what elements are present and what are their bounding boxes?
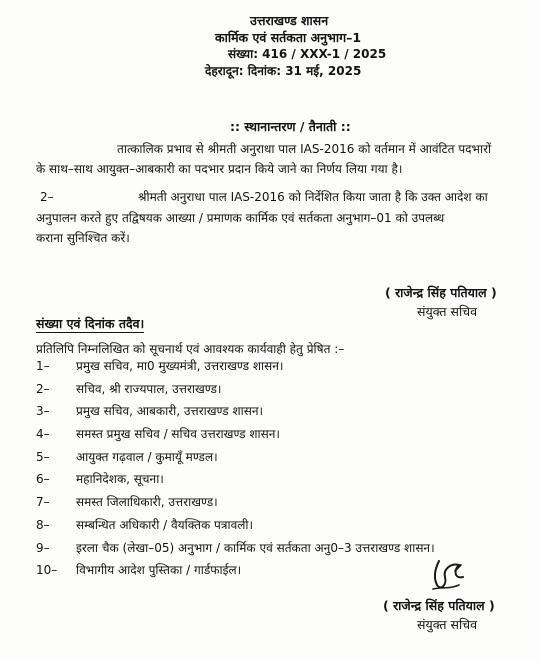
signatory-name: ( राजेन्द्र सिंह पतियाल ) xyxy=(383,598,495,613)
copy-list xyxy=(36,356,516,583)
signatory-designation: संयुक्त सचिव xyxy=(417,617,478,632)
paragraph-2-line-3: कराना सुनिश्चित करें। xyxy=(36,231,130,245)
list-item-text: समस्त जिलाधिकारी, उत्तराखण्ड। xyxy=(76,495,218,510)
paragraph-2-line-1: श्रीमती अनुराधा पाल IAS-2016 को निर्देशित किया जाता है कि उक्त आदेश का xyxy=(138,190,488,204)
list-item-text: महानिदेशक, सूचना। xyxy=(76,472,164,487)
list-item xyxy=(36,401,516,424)
list-item-number: 10– xyxy=(36,563,58,578)
list-item xyxy=(36,515,516,538)
list-item-text: सचिव, श्री राज्यपाल, उत्तराखण्ड। xyxy=(76,381,222,396)
signatory-designation: संयुक्त सचिव xyxy=(417,304,478,319)
department-name: कार्मिक एवं सर्तकता अनुभाग–1 xyxy=(215,30,362,45)
paragraph-1-line-2: के साथ–साथ आयुक्त–आबकारी का पदभार प्रदान किये जाने का निर्णय लिया गया है। xyxy=(36,162,403,176)
list-item xyxy=(36,469,516,492)
list-item-number: 5– xyxy=(36,449,50,464)
list-item xyxy=(36,379,516,402)
list-item-number: 2– xyxy=(36,381,50,396)
order-number: संख्या: 416 / XXX-1 / 2025 xyxy=(228,47,387,61)
place-date: देहरादून: दिनांक: 31 मई, 2025 xyxy=(205,64,362,78)
reference-title: संख्या एवं दिनांक तदैव। xyxy=(36,316,145,331)
list-item-number: 4– xyxy=(36,427,50,442)
list-item-number: 3– xyxy=(36,404,50,419)
copy-intro: प्रतिलिपि निम्नलिखित को सूचनार्थ एवं आवश्यक कार्यवाही हेतु प्रेषित :– xyxy=(36,342,345,356)
signature-block-top xyxy=(385,283,497,321)
government-name: उत्तराखण्ड शासन xyxy=(250,13,329,28)
list-item xyxy=(36,424,516,447)
list-item-text: प्रमुख सचिव, मा0 मुख्यमंत्री, उत्तराखण्ड शासन। xyxy=(76,359,284,373)
list-item-number: 1– xyxy=(36,359,50,373)
list-item-number: 8– xyxy=(36,517,50,532)
signatory-name: ( राजेन्द्र सिंह पतियाल ) xyxy=(385,285,497,300)
paragraph-2-number: 2– xyxy=(40,190,54,204)
order-subject: :: स्थानान्तरण / तैनाती :: xyxy=(230,119,351,134)
list-item-number: 6– xyxy=(36,472,50,487)
list-item-text: सम्बन्धित अधिकारी / वैयक्तिक पत्रावली। xyxy=(76,517,254,532)
list-item-text: इरला चैक (लेखा–05) अनुभाग / कार्मिक एवं सर्तकता अनु0–3 उत्तराखण्ड शासन। xyxy=(76,540,435,555)
signature-block-bottom xyxy=(383,596,495,634)
paragraph-1-line-1: तात्कालिक प्रभाव से श्रीमती अनुराधा पाल IAS-2016 को वर्तमान में आवंटित पदभारों xyxy=(117,142,492,156)
list-item-number: 7– xyxy=(36,495,50,510)
list-item-text: समस्त प्रमुख सचिव / सचिव उत्तराखण्ड शासन। xyxy=(76,427,280,442)
list-item-text: आयुक्त गढ़वाल / कुमायूँ मण्डल। xyxy=(76,449,218,464)
list-item xyxy=(36,356,516,379)
list-item-text: प्रमुख सचिव, आबकारी, उत्तराखण्ड शासन। xyxy=(76,404,264,419)
list-item-number: 9– xyxy=(36,540,50,555)
handwritten-signature-icon xyxy=(425,555,471,595)
paragraph-2-line-2: अनुपालन करते हुए तद्विषयक आख्या / प्रमाणक कार्मिक एवं सर्तकता अनुभाग–01 को उपलब्ध xyxy=(36,211,445,225)
list-item xyxy=(36,447,516,470)
list-item xyxy=(36,492,516,515)
list-item-text: विभागीय आदेश पुस्तिका / गार्डफाईल। xyxy=(76,563,242,578)
